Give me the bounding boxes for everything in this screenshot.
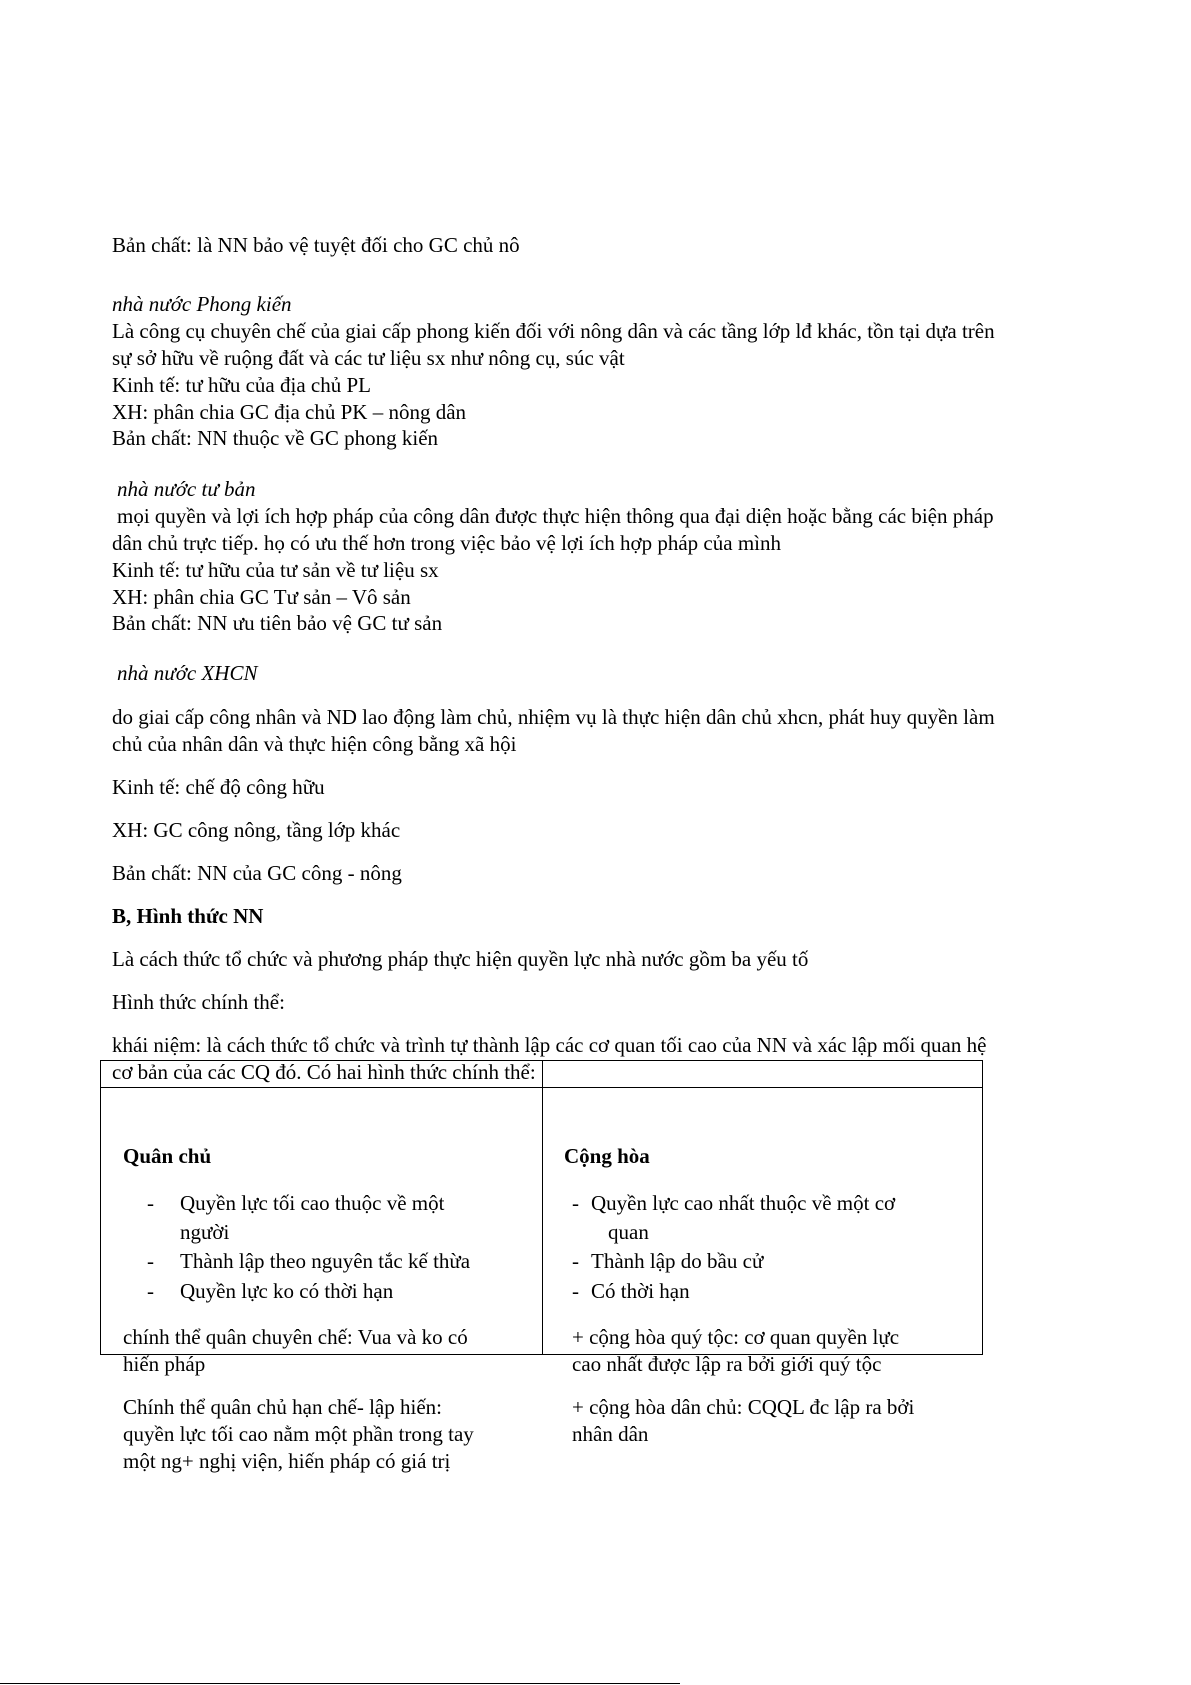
table-text: quyền lực tối cao nằm một phần trong tay xyxy=(123,1422,474,1446)
text-line: Là công cụ chuyên chế của giai cấp phong kiến đối với nông dân và các tầng lớp lđ khác, tồn tại dựa trên xyxy=(112,319,995,343)
table-column-divider xyxy=(542,1060,543,1355)
section-heading: B, Hình thức NN xyxy=(112,904,264,928)
text-line: XH: phân chia GC địa chủ PK – nông dân xyxy=(112,400,467,424)
text-line: Kinh tế: chế độ công hữu xyxy=(112,775,325,799)
list-item: Quyền lực cao nhất thuộc về một cơ xyxy=(591,1191,896,1215)
section-heading: nhà nước XHCN xyxy=(117,661,258,685)
text-line: mọi quyền và lợi ích hợp pháp của công dân được thực hiện thông qua đại diện hoặc bằng các biện pháp xyxy=(117,504,994,528)
text-line: Kinh tế: tư hữu của địa chủ PL xyxy=(112,373,371,397)
text-line: Bản chất: là NN bảo vệ tuyệt đối cho GC chủ nô xyxy=(112,233,520,257)
table-text: một ng+ nghị viện, hiến pháp có giá trị xyxy=(123,1449,451,1473)
list-item: người xyxy=(180,1220,230,1244)
table-text: chính thể quân chuyên chế: Vua và ko có xyxy=(123,1325,468,1349)
list-item: Thành lập theo nguyên tắc kế thừa xyxy=(180,1249,471,1273)
bullet-marker: - xyxy=(572,1249,579,1273)
table-text: + cộng hòa dân chủ: CQQL đc lập ra bởi xyxy=(572,1395,915,1419)
text-line: Hình thức chính thể: xyxy=(112,990,285,1014)
bullet-marker: - xyxy=(572,1191,579,1215)
table-text: hiến pháp xyxy=(123,1352,206,1376)
table-text: + cộng hòa quý tộc: cơ quan quyền lực xyxy=(572,1325,900,1349)
table-text: cao nhất được lập ra bởi giới quý tộc xyxy=(572,1352,882,1376)
text-line: do giai cấp công nhân và ND lao động làm chủ, nhiệm vụ là thực hiện dân chủ xhcn, phát huy quyền làm xyxy=(112,705,995,729)
text-line: sự sở hữu về ruộng đất và các tư liệu sx như nông cụ, súc vật xyxy=(112,346,625,370)
text-line: chủ của nhân dân và thực hiện công bằng xã hội xyxy=(112,732,517,756)
text-line: Bản chất: NN của GC công - nông xyxy=(112,861,402,885)
text-line: XH: phân chia GC Tư sản – Vô sản xyxy=(112,585,411,609)
table-heading-quan-chu: Quân chủ xyxy=(123,1144,212,1168)
section-heading: nhà nước Phong kiến xyxy=(112,292,292,316)
bullet-marker: - xyxy=(147,1249,154,1273)
table-text: nhân dân xyxy=(572,1422,649,1446)
text-line: Bản chất: NN thuộc về GC phong kiến xyxy=(112,426,439,450)
text-line: Bản chất: NN ưu tiên bảo vệ GC tư sản xyxy=(112,611,443,635)
text-line: khái niệm: là cách thức tổ chức và trình tự thành lập các cơ quan tối cao của NN và xác lập mối quan hệ xyxy=(112,1033,987,1057)
text-line: cơ bản của các CQ đó. Có hai hình thức chính thể: xyxy=(112,1060,536,1084)
footer-divider xyxy=(0,1683,680,1684)
text-line: dân chủ trực tiếp. họ có ưu thế hơn trong việc bảo vệ lợi ích hợp pháp của mình xyxy=(112,531,781,555)
list-item: Quyền lực ko có thời hạn xyxy=(180,1279,394,1303)
bullet-marker: - xyxy=(147,1191,154,1215)
list-item: quan xyxy=(608,1220,649,1244)
text-line: XH: GC công nông, tầng lớp khác xyxy=(112,818,401,842)
table-heading-cong-hoa: Cộng hòa xyxy=(564,1144,650,1168)
text-line: Là cách thức tổ chức và phương pháp thực hiện quyền lực nhà nước gồm ba yếu tố xyxy=(112,947,809,971)
list-item: Thành lập do bầu cử xyxy=(591,1249,764,1273)
list-item: Có thời hạn xyxy=(591,1279,690,1303)
section-heading: nhà nước tư bản xyxy=(117,477,256,501)
table-text: Chính thể quân chủ hạn chế- lập hiến: xyxy=(123,1395,442,1419)
list-item: Quyền lực tối cao thuộc về một xyxy=(180,1191,445,1215)
bullet-marker: - xyxy=(572,1279,579,1303)
text-line: Kinh tế: tư hữu của tư sản về tư liệu sx xyxy=(112,558,439,582)
bullet-marker: - xyxy=(147,1279,154,1303)
